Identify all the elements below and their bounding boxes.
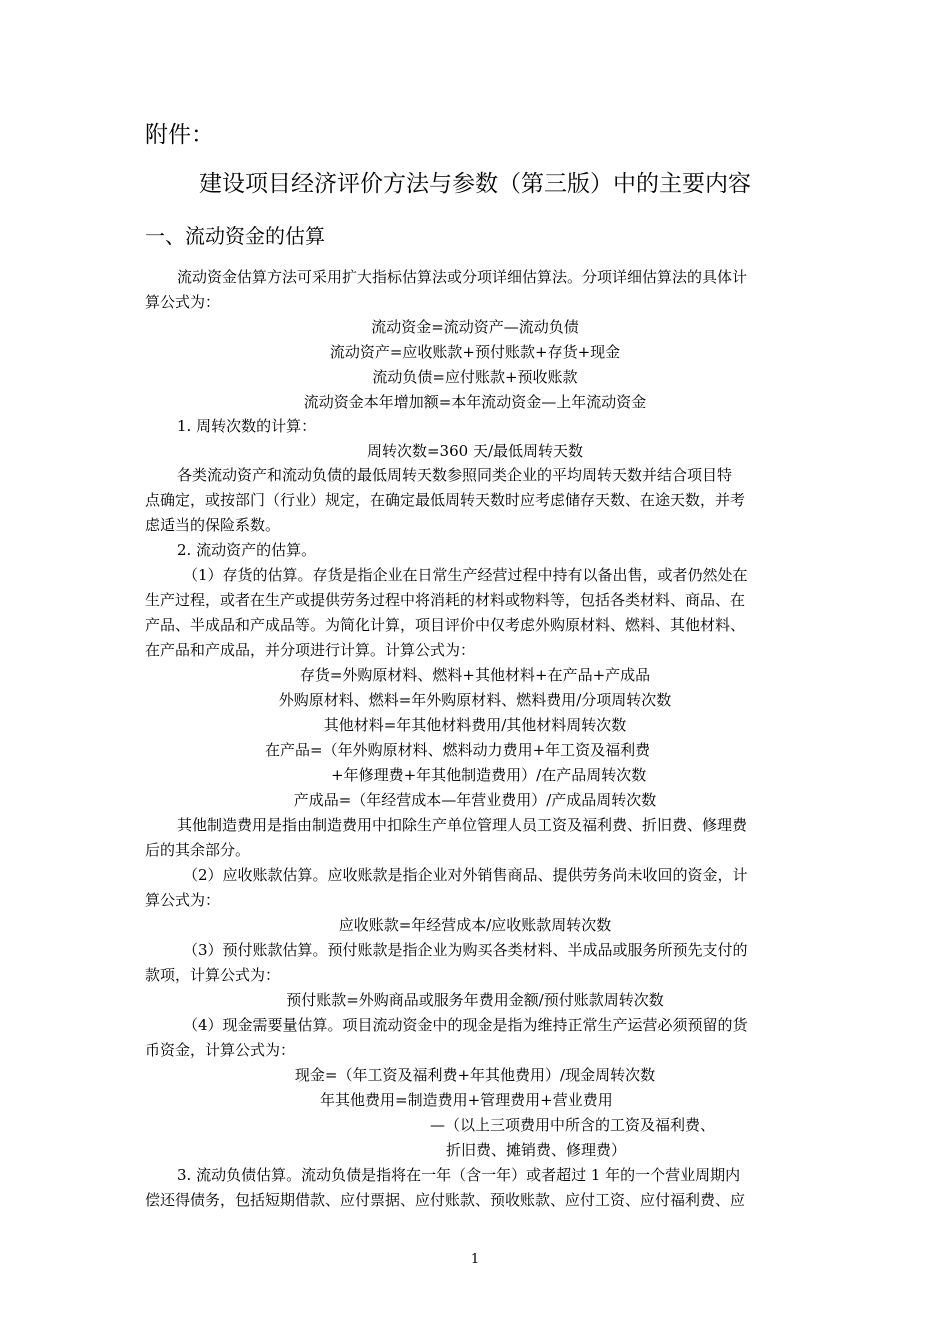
document-title: 建设项目经济评价方法与参数（第三版）中的主要内容 <box>199 171 751 197</box>
subheading <box>145 538 805 563</box>
paragraph <box>145 563 805 663</box>
formula-line: 折旧费、摊销费、修理费） <box>446 1141 627 1159</box>
paragraph-line: 流动资金估算方法可采用扩大指标估算法或分项详细估算法。分项详细估算法的具体计 <box>177 268 748 286</box>
paragraph-line: 3. 流动负债估算。流动负债是指将在一年（含一年）或者超过 1 年的一个营业周期内 <box>177 1166 741 1184</box>
paragraph-line: （2）应收账款估算。应收账款是指企业对外销售商品、提供劳务尚未收回的资金，计 <box>183 866 748 884</box>
paragraph <box>145 863 805 913</box>
formula-line: 产成品=（年经营成本—年营业费用）/产成品周转次数 <box>293 791 657 809</box>
formula-line: 流动资金=流动资产—流动负债 <box>371 318 579 336</box>
formula-line: 其他材料=年其他材料费用/其他材料周转次数 <box>323 716 627 734</box>
paragraph-line: 虑适当的保险系数。 <box>145 516 281 534</box>
paragraph-line: 其他制造费用是指由制造费用中扣除生产单位管理人员工资及福利费、折旧费、修理费 <box>177 816 748 834</box>
subheading-text: 2. 流动资产的估算。 <box>177 541 317 559</box>
attachment-label: 附件： <box>145 122 214 148</box>
paragraph-line: 算公式为： <box>145 891 221 909</box>
paragraph-line: （1）存货的估算。存货是指企业在日常生产经营过程中持有以备出售，或者仍然处在 <box>183 566 748 584</box>
paragraph-line: 偿还得债务，包括短期借款、应付票据、应付账款、预收账款、应付工资、应付福利费、应 <box>145 1191 746 1209</box>
page-number: 1 <box>470 1252 480 1267</box>
formula-line: 外购原材料、燃料=年外购原材料、燃料费用/分项周转次数 <box>278 691 672 709</box>
formula-line: 流动资产=应收账款+预付账款+存货+现金 <box>329 343 621 361</box>
paragraph-line: （4）现金需要量估算。项目流动资金中的现金是指为维持正常生产运营必须预留的货 <box>183 1016 748 1034</box>
paragraph-line: 币资金，计算公式为： <box>145 1041 296 1059</box>
formula-line: 存货=外购原材料、燃料+其他材料+在产品+产成品 <box>299 666 651 684</box>
formula-line: —（以上三项费用中所含的工资及福利费、 <box>430 1116 716 1134</box>
paragraph-line: 生产过程，或者在生产或提供劳务过程中将消耗的材料或物料等，包括各类材料、商品、在 <box>145 591 746 609</box>
paragraph-line: 点确定，或按部门（行业）规定，在确定最低周转天数时应考虑储存天数、在途天数，并考 <box>145 491 746 509</box>
subheading <box>145 414 805 439</box>
paragraph <box>145 463 805 538</box>
paragraph <box>145 1163 805 1213</box>
intro-paragraph <box>145 265 805 315</box>
formula-line: 在产品=（年外购原材料、燃料动力费用+年工资及福利费 <box>265 741 651 759</box>
formula-line: 预付账款=外购商品或服务年费用金额/预付账款周转次数 <box>286 991 664 1009</box>
formula-line: 现金=（年工资及福利费+年其他费用）/现金周转次数 <box>294 1066 656 1084</box>
paragraph-line: 算公式为： <box>145 293 221 311</box>
paragraph-line: 各类流动资产和流动负债的最低周转天数参照同类企业的平均周转天数并结合项目特 <box>177 466 733 484</box>
paragraph-line: 在产品和产成品，并分项进行计算。计算公式为： <box>145 641 476 659</box>
paragraph <box>145 938 805 988</box>
paragraph-line: （3）预付账款估算。预付账款是指企业为购买各类材料、半成品或服务所预先支付的 <box>183 941 748 959</box>
formula-line: 流动资金本年增加额=本年流动资金—上年流动资金 <box>303 393 647 411</box>
formula-line: 流动负债=应付账款+预收账款 <box>372 368 578 386</box>
subheading-text: 1. 周转次数的计算： <box>177 417 317 435</box>
paragraph <box>145 1013 805 1063</box>
formula-line: +年修理费+年其他制造费用）/在产品周转次数 <box>331 766 647 784</box>
paragraph-line: 产品、半成品和产成品等。为简化计算，项目评价中仅考虑外购原材料、燃料、其他材料、 <box>145 616 746 634</box>
paragraph-line: 款项，计算公式为： <box>145 966 281 984</box>
paragraph-line: 后的其余部分。 <box>145 841 251 859</box>
formula-line: 年其他费用=制造费用+管理费用+营业费用 <box>320 1091 613 1109</box>
formula-line: 周转次数=360 天/最低周转天数 <box>366 442 584 460</box>
paragraph <box>145 813 805 863</box>
section-heading: 一、流动资金的估算 <box>145 224 325 248</box>
formula-line: 应收账款=年经营成本/应收账款周转次数 <box>338 916 612 934</box>
